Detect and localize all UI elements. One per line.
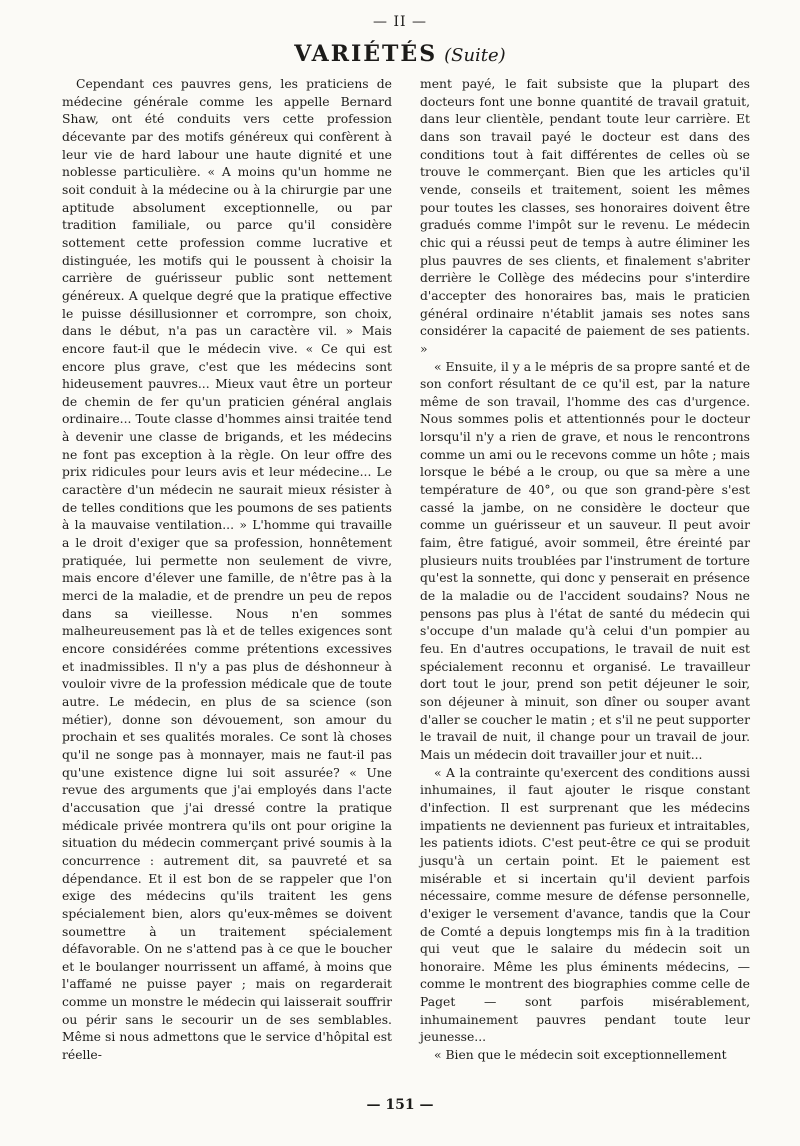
text-columns [62,76,750,1065]
section-title [0,40,800,70]
paragraph: « Bien que le médecin soit exceptionnellement [434,1048,727,1063]
section-title-sub: (Suite) [444,45,506,66]
right-column [420,76,750,1065]
left-column [62,76,392,1065]
section-title-main: VARIÉTÉS [294,41,438,67]
running-page-label: — II — [373,14,427,30]
paragraph: « Ensuite, il y a le mépris de sa propre santé et de son confort résultant de ce qu'il est, par la nature même de son travail, l'homme des cas d'urgence. Nous sommes polis et attentionnés pour le docteur lorsqu'il n'y a rien de grave, et nous le rencontrons comme un ami ou le recevons comme un hôte ; mais lorsque le bébé a le croup, ou que sa mère a une température de 40°, ou que son grand-père s'est cassé la jambe, on ne considère le docteur que comme un guérisseur et un sauveur. Il peut avoir faim, être fatigué, avoir sommeil, être éreinté par plusieurs nuits troublées par l'instrument de torture qu'est la sonnette, qui donc y penserait en présence de la maladie ou de l'accident soudains? Nous ne pensons pas plus à l'état de santé du médecin qui s'occupe d'un malade qu'à celui d'un pompier au feu. En d'autres occupations, le travail de nuit est spécialement reconnu et organisé. Le travailleur dort tout le jour, prend son petit déjeuner le soir, son déjeuner à minuit, son dîner ou souper avant d'aller se coucher le matin ; et s'il ne peut supporter le travail de nuit, il change pour un travail de jour. Mais un médecin doit travailler jour et nuit... [420,359,750,762]
paragraph: Cependant ces pauvres gens, les praticiens de médecine générale comme les appelle Bernard Shaw, ont été conduits vers cette profession décevante par des motifs généreux qui confèrent à leur vie de hard labour une haute dignité et une noblesse particulière. « A moins qu'un homme ne soit conduit à la médecine ou à la chirurgie par une aptitude absolument exceptionnelle, ou par tradition familiale, ou parce qu'il considère sottement cette profession comme lucrative et distinguée, les motifs qui le poussent à choisir la carrière de guérisseur public sont nettement généreux. A quelque degré que la pratique effective le puisse désillusionner et corrompre, son choix, dans le début, n'a pas un caractère vil. » Mais encore faut-il que le médecin vive. « Ce qui est encore plus grave, c'est que les médecins sont hideusement pauvres... Mieux vaut être un porteur de chemin de fer qu'un praticien général anglais ordinaire... Toute classe d'hommes ainsi traitée tend à devenir une classe de brigands, et les médecins ne font pas exception à la règle. On leur offre des prix ridicules pour leurs avis et leur médecine... Le caractère d'un médecin ne saurait mieux résister à de telles conditions que les poumons de ses patients à la mauvaise ventilation... » L'homme qui travaille a le droit d'exiger que sa profession, honnêtement pratiquée, lui permette non seulement de vivre, mais encore d'élever une famille, de n'être pas à la merci de la maladie, et de prendre un peu de repos dans sa vieillesse. Nous n'en sommes malheureusement pas là et de telles exigences sont encore considérées comme prétentions excessives et inadmissibles. Il n'y a pas plus de déshonneur à vouloir vivre de la profession médicale que de toute autre. Le médecin, en plus de sa science (son métier), donne son dévouement, son amour du prochain et ses qualités morales. Ce sont là choses qu'il ne songe pas à monnayer, mais ne faut-il pas qu'une existence digne lui soit assurée? « Une revue des arguments que j'ai employés dans l'acte d'accusation que j'ai dressé contre la pratique médicale privée montrera qu'ils ont pour origine la situation du médecin commerçant privé soumis à la concurrence : autrement dit, sa pauvreté et sa dépendance. Et il est bon de se rappeler que l'on exige des médecins qu'ils traitent les gens spécialement bien, alors qu'eux-mêmes se doivent soumettre à un traitement spécialement défavorable. On ne s'attend pas à ce que le boucher et le boulanger nourrissent un affamé, à moins que l'affamé ne puisse payer ; mais on regarderait comme un monstre le médecin qui laisserait souffrir ou périr sans le secourir un de ses semblables. Même si nous admettons que le service d'hôpital est réelle- [62,77,392,1063]
paragraph: « A la contrainte qu'exercent des conditions aussi inhumaines, il faut ajouter le risque constant d'infection. Il est surprenant que les médecins impatients ne deviennent pas furieux et intraitables, les patients idiots. C'est peut-être ce qui se produit jusqu'à un certain point. Et le paiement est misérable et si incertain qu'il devient parfois nécessaire, comme mesure de défense personnelle, d'exiger le versement d'avance, tandis que la Cour de Comté a depuis longtemps mis fin à la tradition qui veut que le salaire du médecin soit un honoraire. Même les plus éminents médecins, — comme le montrent des biographies comme celle de Paget — sont parfois misérablement, inhumainement pauvres pendant toute leur jeunesse... [420,765,750,1045]
page-number: — 151 — [366,1097,434,1113]
paragraph: ment payé, le fait subsiste que la plupart des docteurs font une bonne quantité de travail gratuit, dans leur clientèle, pendant toute leur carrière. Et dans son travail payé le docteur est dans des conditions tout à fait différentes de celles où se trouve le commerçant. Bien que les articles qu'il vende, conseils et traitement, soient les mêmes pour toutes les classes, ses honoraires doivent être gradués comme l'impôt sur le revenu. Le médecin chic qui a réussi peut de temps à autre éliminer les plus pauvres de ses clients, et finalement s'abriter derrière le Collège des médecins pour s'interdire d'accepter des honoraires bas, mais le praticien général ordinaire n'établit jamais ses notes sans considérer la capacité de paiement de ses patients. » [420,77,750,356]
